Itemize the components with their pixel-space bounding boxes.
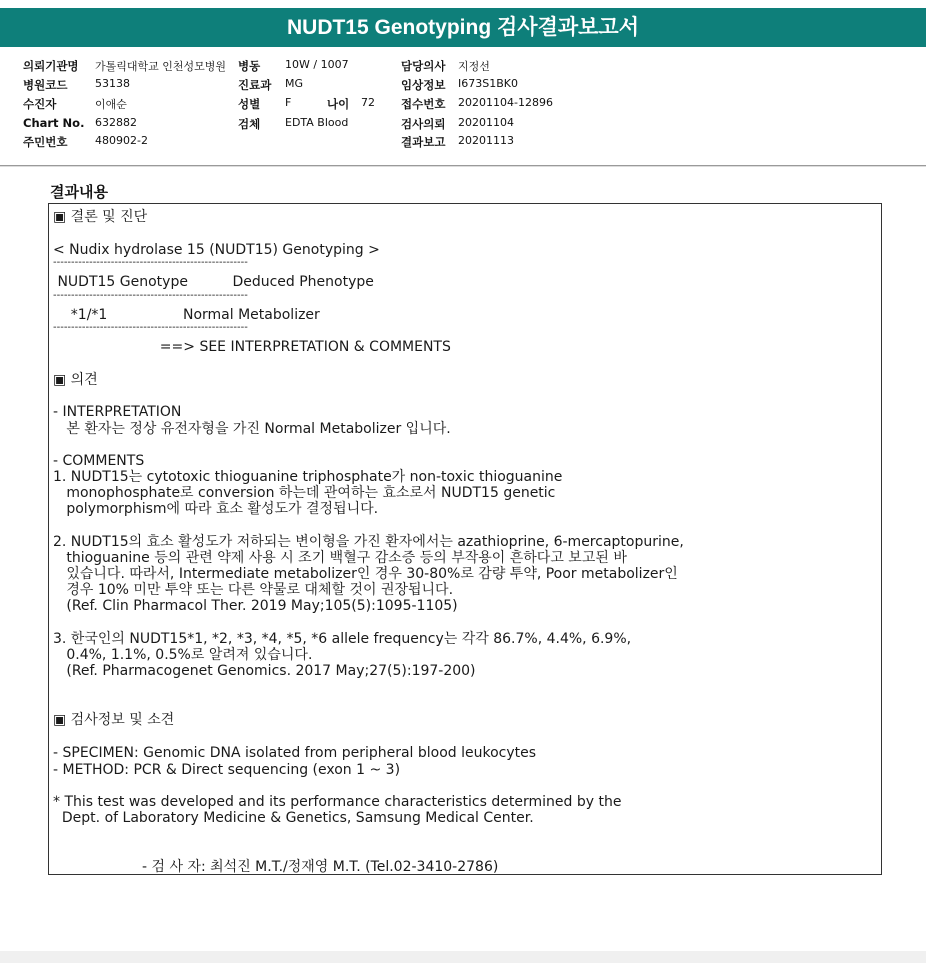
clinical-value: I673S1BK0 (458, 77, 518, 90)
hospital-code-value: 53138 (95, 77, 130, 90)
specimen-info: - SPECIMEN: Genomic DNA isolated from peripheral blood leukocytes (53, 745, 537, 761)
comment-1-line: polymorphism에 따라 효소 활성도가 결정됩니다. (53, 501, 379, 517)
dept-label: 진료과 (238, 78, 272, 92)
clinical-label: 임상정보 (401, 78, 446, 92)
comment-2-reference: (Ref. Clin Pharmacol Ther. 2019 May;105(5):1095-1105) (53, 598, 458, 614)
doctor-label: 담당의사 (401, 59, 446, 73)
age-label: 나이 (327, 97, 350, 111)
sex-label: 성별 (238, 97, 261, 111)
genotyping-title: < Nudix hydrolase 15 (NUDT15) Genotyping > (53, 242, 380, 258)
interpretation-text: 본 환자는 정상 유전자형을 가진 Normal Metabolizer 입니다. (53, 421, 451, 437)
comment-3-reference: (Ref. Pharmacogenet Genomics. 2017 May;27(5):197-200) (53, 663, 476, 679)
section-title: 결과내용 (50, 183, 108, 201)
table-rule: ------------------------------------------------------ (53, 322, 248, 333)
request-value: 20201104 (458, 116, 514, 129)
ward-value: 10W / 1007 (285, 58, 349, 71)
chart-value: 632882 (95, 116, 137, 129)
comment-2-line: 경우 10% 미만 투약 또는 다른 약물로 대체할 것이 권장됩니다. (53, 582, 454, 598)
table-header: NUDT15 Genotype Deduced Phenotype (53, 274, 374, 290)
table-rule: ------------------------------------------------------ (53, 257, 248, 268)
result-box (48, 203, 882, 875)
specimen-label: 검체 (238, 117, 261, 131)
examinee-label: 수진자 (23, 97, 57, 111)
comment-1-line: 1. NUDT15는 cytotoxic thioguanine triphosphate가 non-toxic thioguanine (53, 469, 563, 485)
dept-value: MG (285, 77, 304, 90)
disclaimer-line: Dept. of Laboratory Medicine & Genetics, Samsung Medical Center. (53, 810, 534, 826)
institution-label: 의뢰기관명 (23, 59, 79, 73)
method-info: - METHOD: PCR & Direct sequencing (exon 1 ~ 3) (53, 762, 401, 778)
hospital-code-label: 병원코드 (23, 78, 68, 92)
comment-1-line: monophosphate로 conversion 하는데 관여하는 효소로서 NUDT15 genetic (53, 485, 556, 501)
examinee-value: 이애순 (95, 98, 127, 111)
doctor-value: 지정선 (458, 60, 490, 73)
specimen-value: EDTA Blood (285, 116, 349, 129)
receipt-value: 20201104-12896 (458, 96, 553, 109)
receipt-label: 접수번호 (401, 97, 446, 111)
comment-3-line: 3. 한국인의 NUDT15*1, *2, *3, *4, *5, *6 allele frequency는 각각 86.7%, 4.4%, 6.9%, (53, 631, 632, 647)
disclaimer-line: * This test was developed and its performance characteristics determined by the (53, 794, 622, 810)
header-divider-shadow (0, 166, 926, 167)
heading-opinion: ▣ 의견 (53, 372, 98, 388)
comment-3-line: 0.4%, 1.1%, 0.5%로 알려져 있습니다. (53, 647, 313, 663)
comment-2-line: thioguanine 등의 관련 약제 사용 시 조기 백혈구 감소증 등의 부작용이 흔하다고 보고된 바 (53, 550, 627, 566)
ward-label: 병동 (238, 59, 261, 73)
examiner-line: - 검 사 자: 최석진 M.T./정재영 M.T. (Tel.02-3410-2786) (53, 859, 499, 875)
patient-info-panel (0, 54, 926, 164)
heading-conclusion: ▣ 결론 및 진단 (53, 209, 148, 225)
institution-value: 가톨릭대학교 인천성모병원 (95, 60, 227, 73)
comments-label: - COMMENTS (53, 453, 145, 469)
table-rule: ------------------------------------------------------ (53, 290, 248, 301)
see-interpretation: ==> SEE INTERPRETATION & COMMENTS (53, 339, 451, 355)
request-label: 검사의뢰 (401, 117, 446, 131)
age-value: 72 (361, 96, 375, 109)
sex-value: F (285, 96, 292, 109)
report-date-label: 결과보고 (401, 135, 446, 149)
comment-2-line: 2. NUDT15의 효소 활성도가 저하되는 변이형을 가진 환자에서는 azathioprine, 6-mercaptopurine, (53, 534, 684, 550)
table-row: *1/*1 Normal Metabolizer (53, 307, 320, 323)
interpretation-label: - INTERPRETATION (53, 404, 182, 420)
resident-label: 주민번호 (23, 135, 68, 149)
heading-test-info: ▣ 검사정보 및 소견 (53, 712, 175, 728)
report-title: NUDT15 Genotyping 검사결과보고서 (0, 8, 926, 47)
chart-label: Chart No. (23, 116, 85, 130)
report-date-value: 20201113 (458, 134, 514, 147)
comment-2-line: 있습니다. 따라서, Intermediate metabolizer인 경우 30-80%로 감량 투약, Poor metabolizer인 (53, 566, 678, 582)
resident-value: 480902-2 (95, 134, 148, 147)
bottom-bar (0, 951, 926, 963)
